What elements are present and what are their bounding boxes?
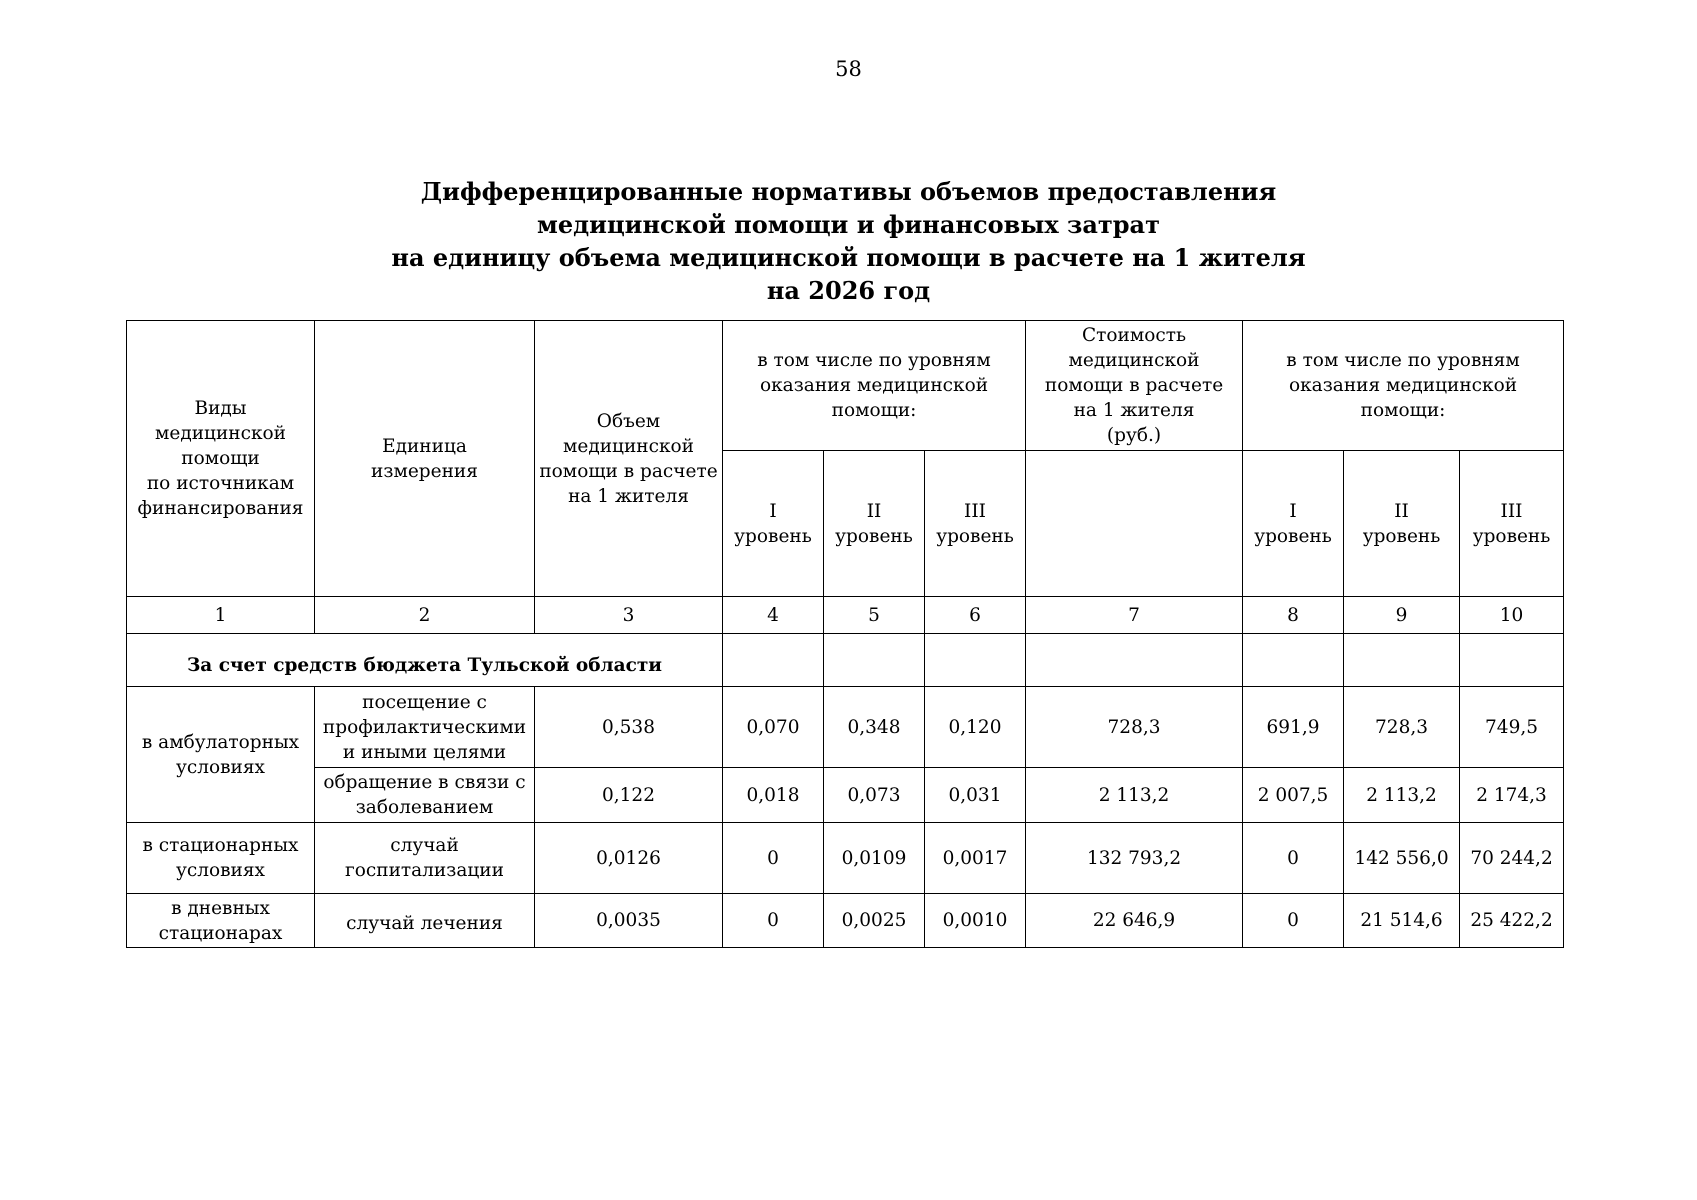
value-cell: 132 793,2 bbox=[1026, 823, 1243, 894]
value-cell: 0,0035 bbox=[535, 894, 723, 948]
value-cell: 691,9 bbox=[1243, 687, 1344, 768]
table-cell bbox=[1026, 634, 1243, 687]
column-numbers-row bbox=[127, 597, 1564, 634]
header-volume: Объем медицинской помощи в расчете на 1 жителя bbox=[535, 321, 723, 597]
table-cell bbox=[1344, 634, 1460, 687]
unit-cell: случай госпитализации bbox=[315, 823, 535, 894]
value-cell: 728,3 bbox=[1026, 687, 1243, 768]
header-level-1: I уровень bbox=[1243, 451, 1344, 597]
group-inpatient: в стационарных условиях bbox=[127, 823, 315, 894]
column-number: 9 bbox=[1344, 597, 1460, 634]
header-level-3: III уровень bbox=[1460, 451, 1564, 597]
table-row bbox=[127, 687, 1564, 768]
page-number: 58 bbox=[835, 57, 862, 81]
title-line: Дифференцированные нормативы объемов предоставления bbox=[420, 177, 1277, 206]
value-cell: 0 bbox=[723, 823, 824, 894]
header-cost-levels: в том числе по уровням оказания медицинской помощи: bbox=[1243, 321, 1564, 451]
table-cell bbox=[1460, 634, 1564, 687]
value-cell: 25 422,2 bbox=[1460, 894, 1564, 948]
value-cell: 0,073 bbox=[824, 768, 925, 823]
table-cell bbox=[1243, 634, 1344, 687]
value-cell: 0,0109 bbox=[824, 823, 925, 894]
column-number: 8 bbox=[1243, 597, 1344, 634]
column-number: 1 bbox=[127, 597, 315, 634]
document-title bbox=[0, 175, 1697, 307]
value-cell: 2 113,2 bbox=[1026, 768, 1243, 823]
norms-table bbox=[126, 320, 1564, 948]
table-cell bbox=[723, 634, 824, 687]
value-cell: 0,0126 bbox=[535, 823, 723, 894]
value-cell: 21 514,6 bbox=[1344, 894, 1460, 948]
value-cell: 0,0017 bbox=[925, 823, 1026, 894]
column-number: 7 bbox=[1026, 597, 1243, 634]
group-ambulatory: в амбулаторных условиях bbox=[127, 687, 315, 823]
value-cell: 0,538 bbox=[535, 687, 723, 768]
header-kind-of-care: Виды медицинской помощи по источникам финансирования bbox=[127, 321, 315, 597]
value-cell: 0 bbox=[1243, 823, 1344, 894]
unit-cell: случай лечения bbox=[315, 894, 535, 948]
title-line: медицинской помощи и финансовых затрат bbox=[537, 210, 1160, 239]
value-cell: 142 556,0 bbox=[1344, 823, 1460, 894]
value-cell: 2 007,5 bbox=[1243, 768, 1344, 823]
header-volume-levels: в том числе по уровням оказания медицинской помощи: bbox=[723, 321, 1026, 451]
column-number: 2 bbox=[315, 597, 535, 634]
section-row bbox=[127, 634, 1564, 687]
value-cell: 0 bbox=[723, 894, 824, 948]
header-level-1: I уровень bbox=[723, 451, 824, 597]
value-cell: 2 113,2 bbox=[1344, 768, 1460, 823]
title-line: на единицу объема медицинской помощи в расчете на 1 жителя bbox=[391, 243, 1306, 272]
value-cell: 749,5 bbox=[1460, 687, 1564, 768]
value-cell: 0,122 bbox=[535, 768, 723, 823]
column-number: 3 bbox=[535, 597, 723, 634]
header-cost-empty bbox=[1026, 451, 1243, 597]
value-cell: 728,3 bbox=[1344, 687, 1460, 768]
value-cell: 0 bbox=[1243, 894, 1344, 948]
value-cell: 0,018 bbox=[723, 768, 824, 823]
table-row bbox=[127, 768, 1564, 823]
section-title: За счет средств бюджета Тульской области bbox=[127, 634, 723, 687]
table-row bbox=[127, 823, 1564, 894]
header-level-2: II уровень bbox=[824, 451, 925, 597]
value-cell: 0,070 bbox=[723, 687, 824, 768]
value-cell: 0,120 bbox=[925, 687, 1026, 768]
column-number: 6 bbox=[925, 597, 1026, 634]
table-row bbox=[127, 894, 1564, 948]
column-number: 5 bbox=[824, 597, 925, 634]
table-cell bbox=[824, 634, 925, 687]
value-cell: 0,348 bbox=[824, 687, 925, 768]
value-cell: 22 646,9 bbox=[1026, 894, 1243, 948]
group-day-care: в дневных стационарах bbox=[127, 894, 315, 948]
header-cost: Стоимость медицинской помощи в расчете на 1 жителя (руб.) bbox=[1026, 321, 1243, 451]
value-cell: 2 174,3 bbox=[1460, 768, 1564, 823]
header-unit: Единица измерения bbox=[315, 321, 535, 597]
column-number: 10 bbox=[1460, 597, 1564, 634]
value-cell: 0,0010 bbox=[925, 894, 1026, 948]
value-cell: 70 244,2 bbox=[1460, 823, 1564, 894]
header-level-2: II уровень bbox=[1344, 451, 1460, 597]
header-level-3: III уровень bbox=[925, 451, 1026, 597]
unit-cell: обращение в связи с заболеванием bbox=[315, 768, 535, 823]
table-cell bbox=[925, 634, 1026, 687]
header-row bbox=[127, 321, 1564, 451]
value-cell: 0,031 bbox=[925, 768, 1026, 823]
value-cell: 0,0025 bbox=[824, 894, 925, 948]
column-number: 4 bbox=[723, 597, 824, 634]
unit-cell: посещение с профилактическими и иными целями bbox=[315, 687, 535, 768]
title-line: на 2026 год bbox=[766, 276, 931, 305]
